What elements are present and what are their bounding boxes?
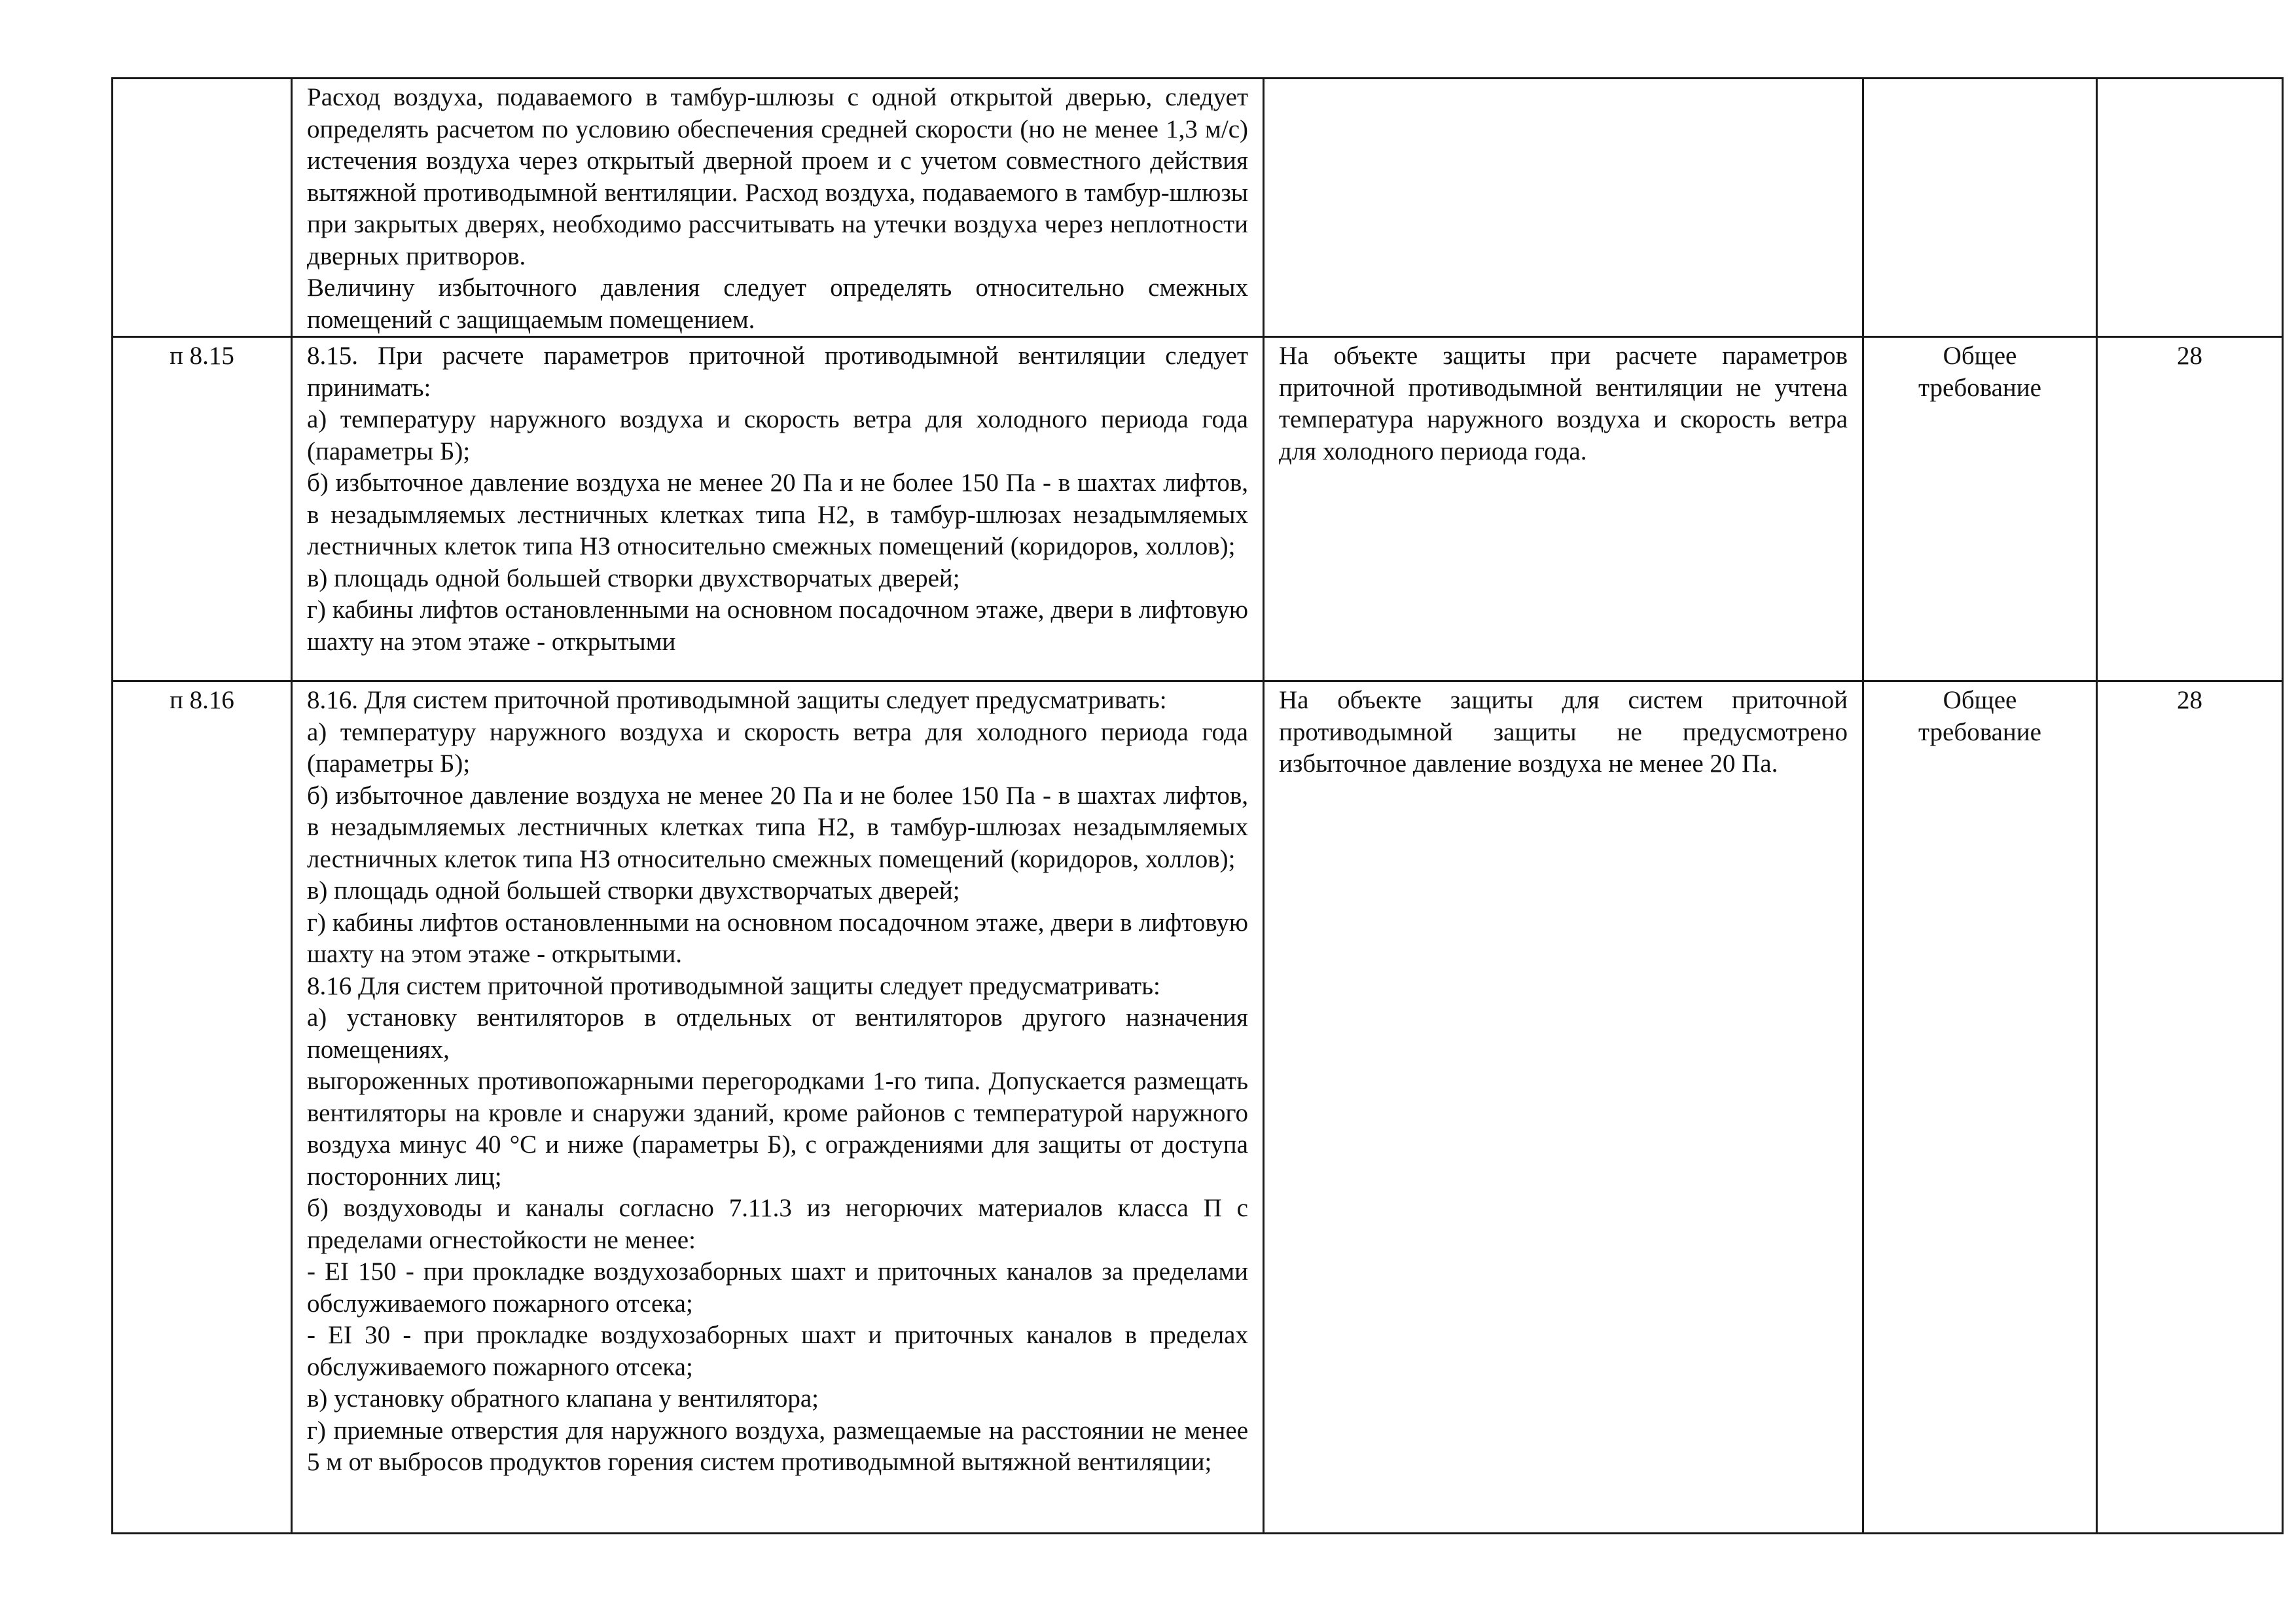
requirement-paragraph: а) температуру наружного воздуха и скорость ветра для холодного периода года (параметры Б); [307, 717, 1248, 778]
page-number-cell [2097, 79, 2283, 337]
requirement-type-cell [1863, 79, 2097, 337]
requirement-type-cell [1863, 681, 2097, 1534]
violation-cell [1264, 79, 1863, 337]
requirement-paragraph: в) площадь одной большей створки двухстворчатых дверей; [307, 876, 960, 905]
requirement-type: Общее требование [1918, 342, 2041, 402]
requirements-table [111, 77, 2284, 1534]
requirement-paragraph: 8.16. Для систем приточной противодымной защиты следует предусматривать: [307, 686, 1167, 714]
norm-ref-cell [113, 79, 292, 337]
requirement-paragraph: а) температуру наружного воздуха и скорость ветра для холодного периода года (параметры Б); [307, 405, 1248, 465]
requirement-type: Общее требование [1918, 686, 2041, 746]
requirement-paragraph: б) воздуховоды и каналы согласно 7.11.3 из негорючих материалов класса П с пределами огнестойкости не менее: [307, 1194, 1248, 1254]
table-row [113, 337, 2283, 681]
requirement-paragraph: в) площадь одной большей створки двухстворчатых дверей; [307, 564, 960, 592]
norm-ref-cell [113, 681, 292, 1534]
requirement-paragraph: в) установку обратного клапана у вентилятора; [307, 1384, 819, 1413]
norm-ref: п 8.15 [170, 342, 234, 370]
requirement-cell [292, 337, 1264, 681]
table-row [113, 79, 2283, 337]
requirement-cell [292, 681, 1264, 1534]
requirement-paragraph: б) избыточное давление воздуха не менее 20 Па и не более 150 Па - в шахтах лифтов, в незадымляемых лестничных клетках типа Н2, в тамбур-шлюзах незадымляемых лестничных клеток типа НЗ относительно смежных помещений (коридоров, холлов); [307, 781, 1248, 873]
norm-ref-cell [113, 337, 292, 681]
requirement-paragraph: 8.15. При расчете параметров приточной противодымной вентиляции следует принимать: [307, 342, 1248, 402]
violation-cell [1264, 337, 1863, 681]
page-number: 28 [2177, 342, 2202, 370]
page-number: 28 [2177, 686, 2202, 714]
norm-ref: п 8.16 [170, 686, 234, 714]
table-row [113, 681, 2283, 1534]
requirement-paragraph: - EI 150 - при прокладке воздухозаборных шахт и приточных каналов за пределами обслуживаемого пожарного отсека; [307, 1257, 1248, 1318]
violation-cell [1264, 681, 1863, 1534]
requirement-paragraph: г) кабины лифтов остановленными на основном посадочном этаже, двери в лифтовую шахту на этом этаже - открытыми [307, 596, 1248, 656]
page-number-cell [2097, 681, 2283, 1534]
requirement-cell [292, 79, 1264, 337]
requirement-paragraph: Величину избыточного давления следует определять относительно смежных помещений с защищаемым помещением. [307, 274, 1248, 334]
requirement-paragraph: 8.16 Для систем приточной противодымной защиты следует предусматривать: [307, 971, 1160, 1000]
violation-text: На объекте защиты для систем приточной противодымной защиты не предусмотрено избыточное давление воздуха не менее 20 Па. [1279, 686, 1848, 778]
requirement-type-cell [1863, 337, 2097, 681]
requirement-paragraph: г) приемные отверстия для наружного воздуха, размещаемые на расстоянии не менее 5 м от выбросов продуктов горения систем противодымной вытяжной вентиляции; [307, 1416, 1248, 1476]
page-number-cell [2097, 337, 2283, 681]
violation-text: На объекте защиты при расчете параметров приточной противодымной вентиляции не учтена температура наружного воздуха и скорость ветра для холодного периода года. [1279, 342, 1848, 465]
requirement-paragraph: а) установку вентиляторов в отдельных от вентиляторов другого назначения помещениях, [307, 1003, 1248, 1064]
requirement-paragraph: - EI 30 - при прокладке воздухозаборных шахт и приточных каналов в пределах обслуживаемого пожарного отсека; [307, 1321, 1248, 1381]
requirement-paragraph: выгороженных противопожарными перегородками 1-го типа. Допускается размещать вентиляторы на кровле и снаружи зданий, кроме районов с температурой наружного воздуха минус 40 °С и ниже (параметры Б), с ограждениями для защиты от доступа посторонних лиц; [307, 1067, 1248, 1191]
requirement-paragraph: Расход воздуха, подаваемого в тамбур-шлюзы с одной открытой дверью, следует определять расчетом по условию обеспечения средней скорости (но не менее 1,3 м/с) истечения воздуха через открытый дверной проем и с учетом совместного действия вытяжной противодымной вентиляции. Расход воздуха, подаваемого в тамбур-шлюзы при закрытых дверях, необходимо рассчитывать на утечки воздуха через неплотности дверных притворов. [307, 83, 1248, 270]
requirement-paragraph: г) кабины лифтов остановленными на основном посадочном этаже, двери в лифтовую шахту на этом этаже - открытыми. [307, 908, 1248, 968]
requirement-paragraph: б) избыточное давление воздуха не менее 20 Па и не более 150 Па - в шахтах лифтов, в незадымляемых лестничных клетках типа Н2, в тамбур-шлюзах незадымляемых лестничных клеток типа НЗ относительно смежных помещений (коридоров, холлов); [307, 469, 1248, 560]
